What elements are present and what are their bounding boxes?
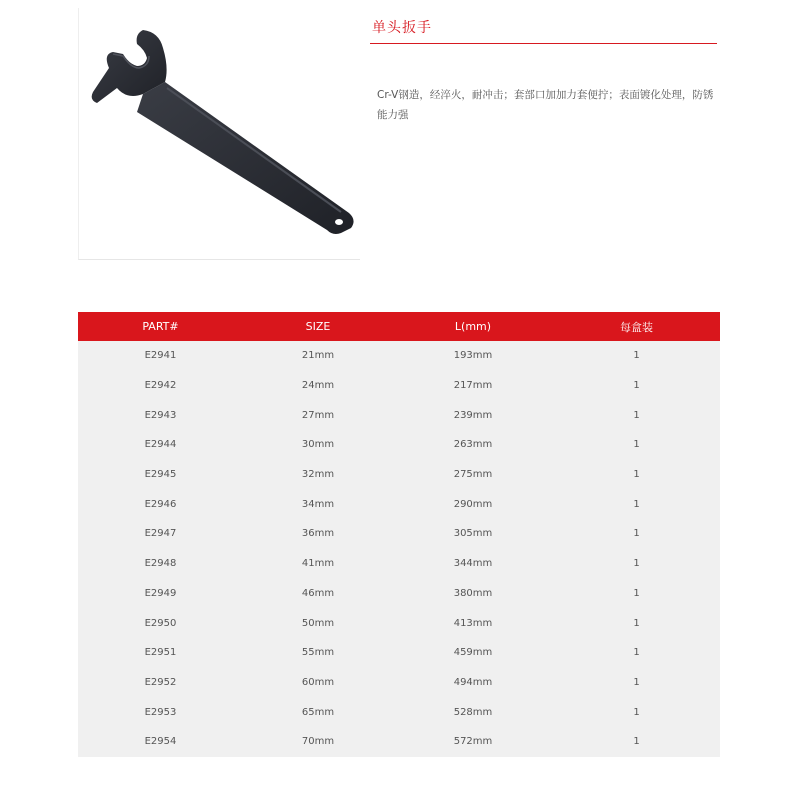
length-cell: 528mm bbox=[393, 697, 553, 727]
length-cell: 290mm bbox=[393, 489, 553, 519]
part-cell: E2948 bbox=[78, 549, 243, 579]
length-cell: 494mm bbox=[393, 668, 553, 698]
size-cell: 36mm bbox=[243, 519, 393, 549]
product-title: 单头扳手 bbox=[372, 20, 432, 36]
title-divider bbox=[370, 43, 717, 44]
qty-cell: 1 bbox=[553, 579, 720, 609]
part-cell: E2943 bbox=[78, 400, 243, 430]
part-cell: E2945 bbox=[78, 460, 243, 490]
table-row bbox=[78, 341, 720, 371]
table-row bbox=[78, 697, 720, 727]
length-cell: 193mm bbox=[393, 341, 553, 371]
length-cell: 413mm bbox=[393, 608, 553, 638]
table-row bbox=[78, 668, 720, 698]
product-description: Cr-V钢造，经淬火，耐冲击；套部口加加力套便拧；表面镀化处理，防锈能力强 bbox=[377, 89, 714, 121]
part-cell: E2954 bbox=[78, 727, 243, 757]
qty-cell: 1 bbox=[553, 549, 720, 579]
part-cell: E2953 bbox=[78, 697, 243, 727]
table-row bbox=[78, 608, 720, 638]
spec-table bbox=[78, 312, 720, 757]
part-cell: E2944 bbox=[78, 430, 243, 460]
length-cell: 275mm bbox=[393, 460, 553, 490]
product-image bbox=[78, 8, 360, 260]
table-row bbox=[78, 460, 720, 490]
qty-cell: 1 bbox=[553, 668, 720, 698]
size-cell: 65mm bbox=[243, 697, 393, 727]
table-row bbox=[78, 638, 720, 668]
qty-cell: 1 bbox=[553, 519, 720, 549]
table-row bbox=[78, 430, 720, 460]
size-cell: 41mm bbox=[243, 549, 393, 579]
length-cell: 239mm bbox=[393, 400, 553, 430]
qty-cell: 1 bbox=[553, 608, 720, 638]
length-cell: 380mm bbox=[393, 579, 553, 609]
size-cell: 50mm bbox=[243, 608, 393, 638]
part-cell: E2941 bbox=[78, 341, 243, 371]
table-header-row bbox=[78, 312, 720, 341]
table-row bbox=[78, 579, 720, 609]
size-cell: 32mm bbox=[243, 460, 393, 490]
length-cell: 217mm bbox=[393, 371, 553, 401]
size-cell: 21mm bbox=[243, 341, 393, 371]
table-body bbox=[78, 341, 720, 757]
part-cell: E2947 bbox=[78, 519, 243, 549]
table-row bbox=[78, 400, 720, 430]
length-cell: 263mm bbox=[393, 430, 553, 460]
table-row bbox=[78, 727, 720, 757]
qty-cell: 1 bbox=[553, 371, 720, 401]
length-cell: 305mm bbox=[393, 519, 553, 549]
qty-cell: 1 bbox=[553, 430, 720, 460]
table-row bbox=[78, 549, 720, 579]
part-cell: E2949 bbox=[78, 579, 243, 609]
qty-cell: 1 bbox=[553, 727, 720, 757]
size-cell: 24mm bbox=[243, 371, 393, 401]
qty-cell: 1 bbox=[553, 697, 720, 727]
qty-cell: 1 bbox=[553, 400, 720, 430]
header-part: PART# bbox=[78, 312, 243, 341]
size-cell: 55mm bbox=[243, 638, 393, 668]
part-cell: E2952 bbox=[78, 668, 243, 698]
header-size: SIZE bbox=[243, 312, 393, 341]
qty-cell: 1 bbox=[553, 489, 720, 519]
length-cell: 344mm bbox=[393, 549, 553, 579]
size-cell: 30mm bbox=[243, 430, 393, 460]
size-cell: 34mm bbox=[243, 489, 393, 519]
qty-cell: 1 bbox=[553, 460, 720, 490]
table-row bbox=[78, 519, 720, 549]
header-qty-per-box: 每盒装 bbox=[553, 312, 720, 341]
header-length: L(mm) bbox=[393, 312, 553, 341]
table-row bbox=[78, 371, 720, 401]
part-cell: E2946 bbox=[78, 489, 243, 519]
part-cell: E2950 bbox=[78, 608, 243, 638]
size-cell: 46mm bbox=[243, 579, 393, 609]
wrench-image bbox=[79, 8, 361, 260]
part-cell: E2942 bbox=[78, 371, 243, 401]
length-cell: 572mm bbox=[393, 727, 553, 757]
part-cell: E2951 bbox=[78, 638, 243, 668]
size-cell: 27mm bbox=[243, 400, 393, 430]
size-cell: 70mm bbox=[243, 727, 393, 757]
table-row bbox=[78, 489, 720, 519]
qty-cell: 1 bbox=[553, 638, 720, 668]
qty-cell: 1 bbox=[553, 341, 720, 371]
size-cell: 60mm bbox=[243, 668, 393, 698]
length-cell: 459mm bbox=[393, 638, 553, 668]
